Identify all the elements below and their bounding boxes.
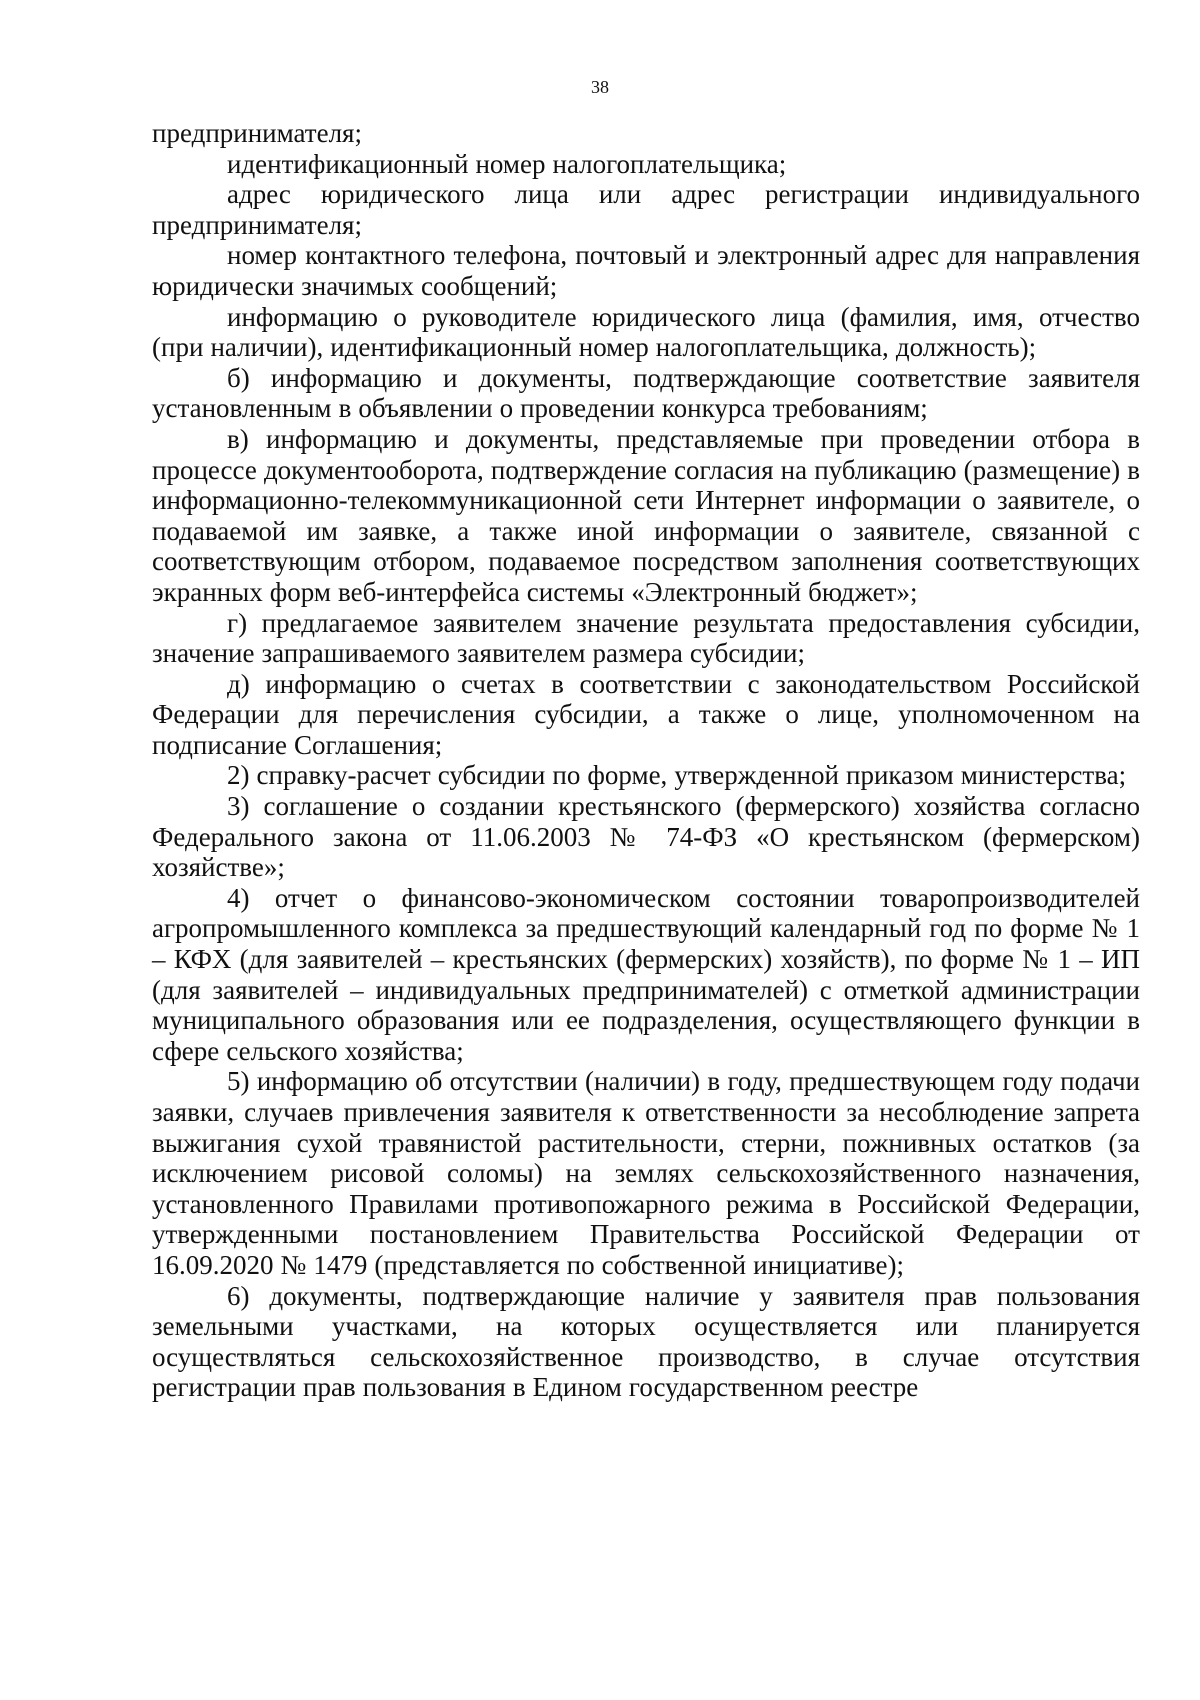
paragraph: адрес юридического лица или адрес регистрации индивидуального предпринимателя; [152,179,1140,240]
paragraph: предпринимателя; [152,118,362,148]
paragraph: 2) справку-расчет субсидии по форме, утвержденной приказом министерства; [227,760,1127,791]
paragraph: информацию о руководителе юридического лица (фамилия, имя, отчество (при наличии), идентификационный номер налогоплательщика, должность); [152,301,1140,363]
paragraph: б) информацию и документы, подтверждающие соответствие заявителя установленным в объявлении о проведении конкурса требованиям; [152,362,1140,424]
paragraph: 6) документы, подтверждающие наличие у заявителя прав пользования земельными участками, на которых осуществляется или планируется осуществляться сельскохозяйственное производство, в случае отсутствия регистрации прав пользования в Едином государственном реестре [152,1280,1140,1403]
page-number: 38 [591,77,609,97]
paragraph: д) информацию о счетах в соответствии с законодательством Российской Федерации для перечисления субсидии, а также о лице, уполномоченном на подписание Соглашения; [152,668,1140,760]
paragraph: идентификационный номер налогоплательщика; [227,148,787,179]
paragraph: г) предлагаемое заявителем значение результата предоставления субсидии, значение запрашиваемого заявителем размера субсидии; [152,607,1140,669]
paragraph: в) информацию и документы, представляемые при проведении отбора в процессе документооборота, подтверждение согласия на публикацию (размещение) в информационно-телекоммуникационной сети Интернет информации о заявителе, о подаваемой им заявке, а также иной информации о заявителе, связанной с соответствующим отбором, подаваемое посредством заполнения соответствующих экранных форм веб-интерфейса системы «Электронный бюджет»; [152,423,1140,607]
paragraph: номер контактного телефона, почтовый и электронный адрес для направления юридически значимых сообщений; [152,240,1140,301]
paragraph: 5) информацию об отсутствии (наличии) в году, предшествующем году подачи заявки, случаев привлечения заявителя к ответственности за несоблюдение запрета выжигания сухой травянистой растительности, стерни, пожнивных остатков (за исключением рисовой соломы) на землях сельскохозяйственного назначения, установленного Правилами противопожарного режима в Российской Федерации, утвержденными постановлением Правительства Российской Федерации от 16.09.2020 № 1479 (представляется по собственной инициативе); [152,1066,1140,1280]
paragraph: 4) отчет о финансово-экономическом состоянии товаропроизводителей агропромышленного комплекса за предшествующий календарный год по форме № 1 – КФХ (для заявителей – крестьянских (фермерских) хозяйств), по форме № 1 – ИП (для заявителей – индивидуальных предпринимателей) с отметкой администрации муниципального образования или ее подразделения, осуществляющего функции в сфере сельского хозяйства; [152,882,1140,1066]
document-body [152,118,1140,1403]
paragraph: 3) соглашение о создании крестьянского (фермерского) хозяйства согласно Федерального закона от 11.06.2003 № 74-ФЗ «О крестьянском (фермерском) хозяйстве»; [152,791,1140,883]
